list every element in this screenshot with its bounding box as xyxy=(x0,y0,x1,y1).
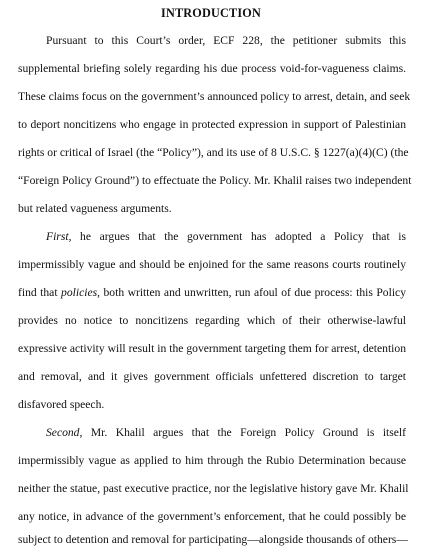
paragraph-3-line-2: impermissibly vague as applied to him through the Rubio Determination because xyxy=(18,454,406,467)
paragraph-3-line-3: neither the statue, past executive practice, nor the legislative history gave Mr. Khalil xyxy=(18,482,409,495)
paragraph-3-line-5: subject to detention and removal for participating—alongside thousands of others— xyxy=(18,533,408,546)
paragraph-2-line-3 xyxy=(18,285,406,300)
paragraph-2-line-4: provides no notice to noncitizens regarding which of their otherwise-lawful xyxy=(18,314,406,327)
paragraph-2-lead: First xyxy=(46,230,69,243)
paragraph-1-line-7: but related vagueness arguments. xyxy=(18,202,172,215)
paragraph-2-line-6: and removal, and it gives government officials unfettered discretion to target xyxy=(18,370,406,383)
paragraph-2-line-1 xyxy=(46,229,406,244)
paragraph-1-line-5: rights or critical of Israel (the “Policy”), and its use of 8 U.S.C. § 1227(a)(4)(C) (the xyxy=(18,146,409,159)
paragraph-3-line-4: any notice, in advance of the government’s enforcement, that he could possibly be xyxy=(18,510,406,523)
paragraph-1-line-1: Pursuant to this Court’s order, ECF 228, the petitioner submits this xyxy=(46,34,406,47)
paragraph-2-line-1-text: , he argues that the government has adopted a Policy that is xyxy=(68,230,406,243)
paragraph-1-line-4: to deport noncitizens who engage in protected expression in support of Palestinian xyxy=(18,118,406,131)
paragraph-1-line-2: supplemental briefing solely regarding his due process void-for-vagueness claims. xyxy=(18,62,406,75)
paragraph-3-line-1 xyxy=(46,425,406,440)
section-heading: INTRODUCTION xyxy=(161,6,261,20)
paragraph-2-line-5: expressive activity will result in the government targeting them for arrest, detention xyxy=(18,342,406,355)
paragraph-3-lead: Second xyxy=(46,426,80,439)
paragraph-2-line-2: impermissibly vague and should be enjoined for the same reasons courts routinely xyxy=(18,258,406,271)
paragraph-2-line-3-start: find that xyxy=(18,286,62,299)
paragraph-3-line-1-text: , Mr. Khalil argues that the Foreign Policy Ground is itself xyxy=(79,426,406,439)
paragraph-2-line-3-rest: , both written and unwritten, run afoul of due process: this Policy xyxy=(97,286,406,299)
paragraph-1-line-3: These claims focus on the government’s announced policy to arrest, detain, and seek xyxy=(18,90,411,103)
paragraph-1-line-6: “Foreign Policy Ground”) to effectuate the Policy. Mr. Khalil raises two independent xyxy=(18,174,412,187)
paragraph-2-line-7: disfavored speech. xyxy=(18,398,105,411)
paragraph-2-italic-word: policies xyxy=(61,286,98,299)
